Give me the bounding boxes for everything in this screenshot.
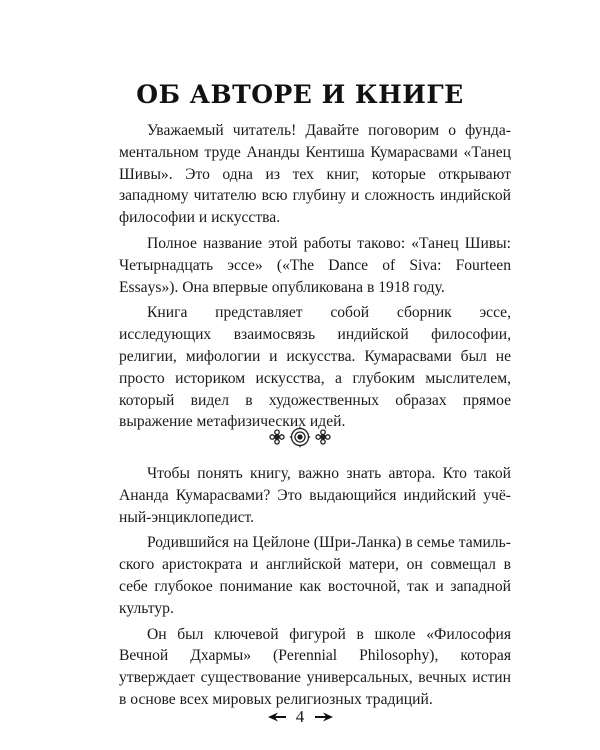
paragraph: Родившийся на Цейлоне (Шри-Ланка) в семье тамильского аристократа и английской матери, он совмещал в себе глубокое понимание как восточной, так и западной культур. xyxy=(119,534,511,617)
arrow-right-icon xyxy=(315,707,333,727)
page-footer xyxy=(0,706,600,727)
paragraph: Чтобы понять книгу, важно знать автора. Кто такой Ананда Кумарасвами? Это выдающийся индийский учёный-энциклопедист. xyxy=(119,465,511,526)
arrow-left-icon xyxy=(268,707,286,727)
chapter-title: ОБ АВТОРЕ И КНИГЕ xyxy=(136,80,464,109)
section-about-author xyxy=(119,463,511,711)
paragraph: Уважаемый читатель! Давайте поговорим о фундаментальном труде Ананды Кентиша Кумарасвами «Танец Шивы». Это одна из тех книг, которые открывают западному читателю всю глубину и сложность индийской философии и искусства. xyxy=(119,122,511,227)
paragraph: Он был ключевой фигурой в школе «Философия Вечной Дхармы» (Perennial Philosophy), которая утверждает существование универсальных, вечных истин в основе всех мировых религиозных традиций. xyxy=(119,625,511,708)
paragraph: Полное название этой работы таково: «Танец Шивы: Четырнадцать эссе» («The Dance of Siva: Fourteen Essays»). Она впервые опубликована в 1918 году. xyxy=(119,234,511,296)
section-about-book xyxy=(119,120,511,433)
page-number: 4 xyxy=(295,707,305,727)
floral-ornament-icon xyxy=(267,426,333,448)
section-divider xyxy=(0,426,600,453)
paragraph: Книга представляет собой сборник эссе, исследующих взаимосвязь индийской философии, религии, мифологии и искусства. Кумарасвами был не просто историком искусства, а глубоким мыслителем, который видел в художественных образах прямое выражение метафизических идей. xyxy=(119,304,511,431)
